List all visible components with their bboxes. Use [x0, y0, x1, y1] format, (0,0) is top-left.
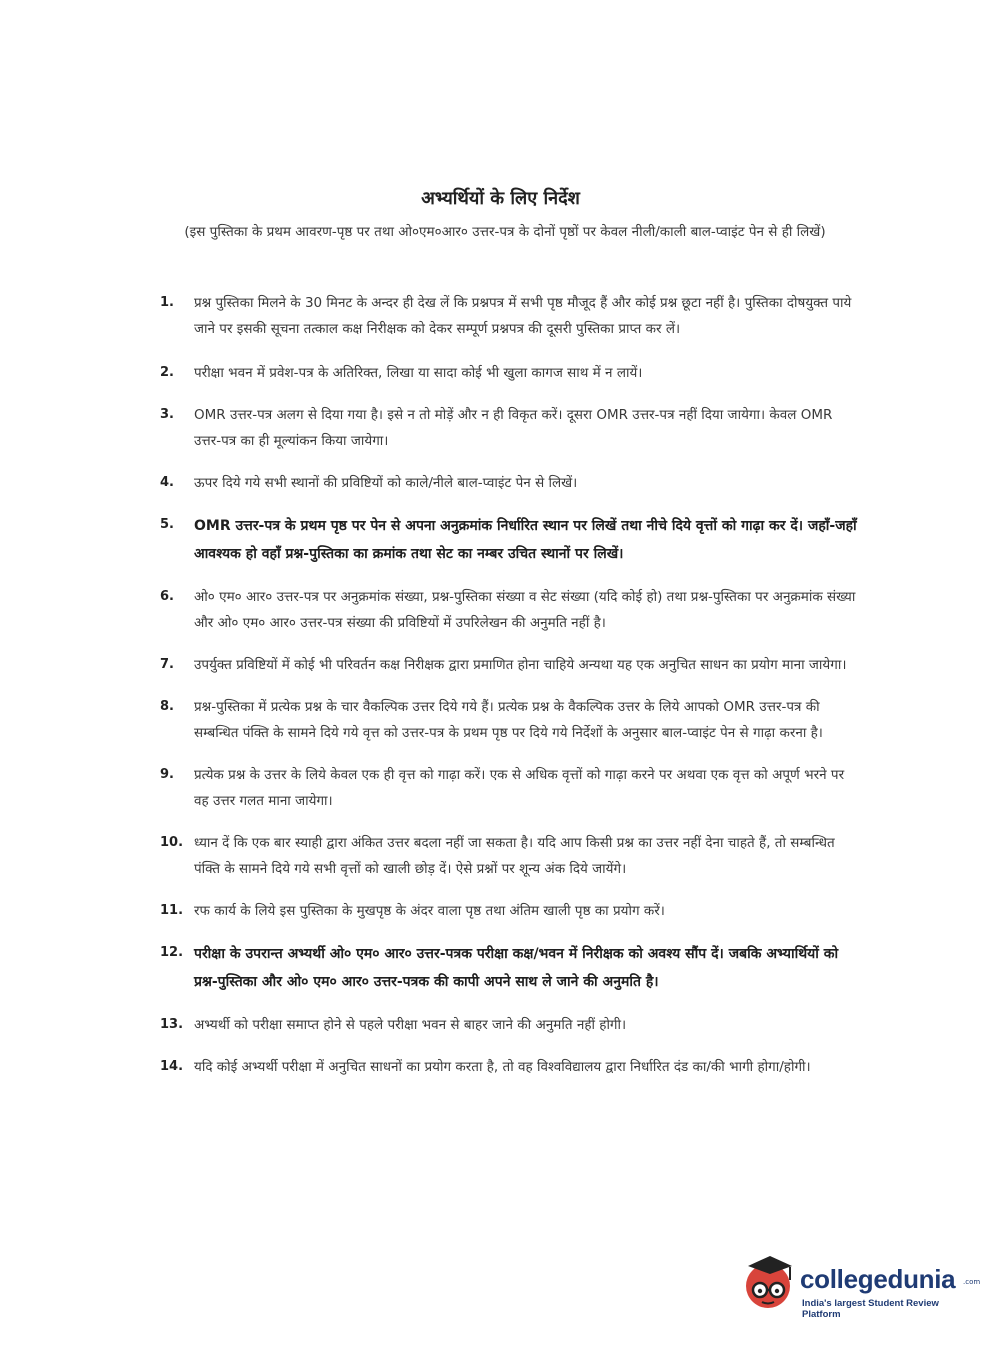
instruction-item	[160, 940, 860, 996]
instruction-text: रफ कार्य के लिये इस पुस्तिका के मुखपृष्ठ के अंदर वाला पृष्ठ तथा अंतिम खाली पृष्ठ का प्रयोग करें।	[194, 903, 665, 919]
instruction-text: परीक्षा भवन में प्रवेश-पत्र के अतिरिक्त, लिखा या सादा कोई भी खुला कागज साथ में न लायें।	[194, 365, 643, 381]
collegedunia-logo	[740, 1248, 981, 1320]
page-title: अभ्यर्थियों के लिए निर्देश	[421, 188, 580, 209]
instruction-number: 5.	[160, 517, 174, 532]
instruction-number: 14.	[160, 1059, 184, 1074]
instruction-text: OMR उत्तर-पत्र अलग से दिया गया है। इसे न तो मोड़ें और न ही विकृत करें। दूसरा OMR उत्तर-पत्र नहीं दिया जायेगा। केवल OMR उत्तर-पत्र का ही मूल्यांकन किया जायेगा।	[194, 407, 833, 449]
page-subtitle: (इस पुस्तिका के प्रथम आवरण-पृष्ठ पर तथा ओ०एम०आर० उत्तर-पत्र के दोनों पृष्ठों पर केवल नीली/काली बाल-प्वाइंट पेन से ही लिखें)	[184, 224, 826, 240]
instruction-item	[160, 360, 860, 386]
instruction-number: 8.	[160, 699, 174, 714]
instruction-text: ऊपर दिये गये सभी स्थानों की प्रविष्टियों को काले/नीले बाल-प्वाइंट पेन से लिखें।	[194, 475, 578, 491]
instruction-item	[160, 470, 860, 496]
instruction-item	[160, 402, 860, 454]
instruction-text: प्रत्येक प्रश्न के उत्तर के लिये केवल एक ही वृत्त को गाढ़ा करें। एक से अधिक वृत्तों को गाढ़ा करने पर अथवा एक वृत्त को अपूर्ण भरने पर वह उत्तर गलत माना जायेगा।	[194, 767, 845, 809]
instruction-item	[160, 762, 860, 814]
instruction-item	[160, 694, 860, 746]
instruction-text: यदि कोई अभ्यर्थी परीक्षा में अनुचित साधनों का प्रयोग करता है, तो वह विश्वविद्यालय द्वारा निर्धारित दंड का/की भागी होगा/होगी।	[194, 1059, 811, 1075]
instruction-item	[160, 1054, 860, 1080]
instruction-number: 4.	[160, 475, 174, 490]
instruction-number: 10.	[160, 835, 184, 850]
instruction-number: 11.	[160, 903, 184, 918]
instruction-text: OMR उत्तर-पत्र के प्रथम पृष्ठ पर पेन से अपना अनुक्रमांक निर्धारित स्थान पर लिखें तथा नीचे दिये वृत्तों को गाढ़ा कर दें। जहाँ-जहाँ आवश्यक हो वहाँ प्रश्न-पुस्तिका का क्रमांक तथा सेट का नम्बर उचित स्थानों पर लिखें।	[194, 518, 857, 562]
instruction-item	[160, 1012, 860, 1038]
graduate-mascot-icon	[740, 1252, 796, 1312]
instruction-text: परीक्षा के उपरान्त अभ्यर्थी ओ० एम० आर० उत्तर-पत्रक परीक्षा कक्ष/भवन में निरीक्षक को अवश्य सौंप दें। जबकि अभ्यार्थियों को प्रश्न-पुस्तिका और ओ० एम० आर० उत्तर-पत्रक की कापी अपने साथ ले जाने की अनुमति है।	[194, 946, 839, 990]
instruction-text: प्रश्न-पुस्तिका में प्रत्येक प्रश्न के चार वैकल्पिक उत्तर दिये गये हैं। प्रत्येक प्रश्न के वैकल्पिक उत्तर के लिये आपको OMR उत्तर-पत्र की सम्बन्धित पंक्ति के सामने दिये गये वृत्त को उत्तर-पत्र के प्रथम पृष्ठ पर दिये गये निर्देशों के अनुसार बाल-प्वाइंट पेन से गाढ़ा करना है।	[194, 699, 823, 741]
instruction-item	[160, 652, 860, 678]
instruction-item	[160, 898, 860, 924]
instruction-item	[160, 830, 860, 882]
instruction-number: 6.	[160, 589, 174, 604]
instruction-number: 1.	[160, 295, 174, 310]
instruction-number: 3.	[160, 407, 174, 422]
instruction-list	[160, 290, 860, 1080]
instruction-text: अभ्यर्थी को परीक्षा समाप्त होने से पहले परीक्षा भवन से बाहर जाने की अनुमति नहीं होगी।	[194, 1017, 627, 1033]
logo-wordmark: collegedunia	[800, 1264, 956, 1294]
logo-domain-suffix: .com	[963, 1278, 981, 1286]
instruction-text: ओ० एम० आर० उत्तर-पत्र पर अनुक्रमांक संख्या, प्रश्न-पुस्तिका संख्या व सेट संख्या (यदि कोई हो) तथा प्रश्न-पुस्तिका पर अनुक्रमांक संख्या और ओ० एम० आर० उत्तर-पत्र संख्या की प्रविष्टियों में उपरिलेखन की अनुमति नहीं है।	[194, 589, 856, 631]
instruction-number: 9.	[160, 767, 174, 782]
instruction-number: 2.	[160, 365, 174, 380]
instruction-item	[160, 584, 860, 636]
instruction-text: प्रश्न पुस्तिका मिलने के 30 मिनट के अन्दर ही देख लें कि प्रश्नपत्र में सभी पृष्ठ मौजूद हैं और कोई प्रश्न छूटा नहीं है। पुस्तिका दोषयुक्त पाये जाने पर इसकी सूचना तत्काल कक्ष निरीक्षक को देकर सम्पूर्ण प्रश्नपत्र की दूसरी पुस्तिका प्राप्त कर लें।	[194, 295, 852, 337]
instruction-number: 12.	[160, 945, 184, 960]
logo-tagline: India's largest Student Review Platform	[802, 1298, 939, 1320]
instruction-number: 7.	[160, 657, 174, 672]
instruction-text: उपर्युक्त प्रविष्टियों में कोई भी परिवर्तन कक्ष निरीक्षक द्वारा प्रमाणित होना चाहिये अन्यथा यह एक अनुचित साधन का प्रयोग माना जायेगा।	[194, 657, 847, 673]
instruction-item	[160, 512, 860, 568]
instruction-number: 13.	[160, 1017, 184, 1032]
instruction-item	[160, 290, 860, 342]
instruction-text: ध्यान दें कि एक बार स्याही द्वारा अंकित उत्तर बदला नहीं जा सकता है। यदि आप किसी प्रश्न का उत्तर नहीं देना चाहते हैं, तो सम्बन्धित पंक्ति के सामने दिये गये सभी वृत्तों को खाली छोड़ दें। ऐसे प्रश्नों पर शून्य अंक दिये जायेंगे।	[194, 835, 835, 877]
